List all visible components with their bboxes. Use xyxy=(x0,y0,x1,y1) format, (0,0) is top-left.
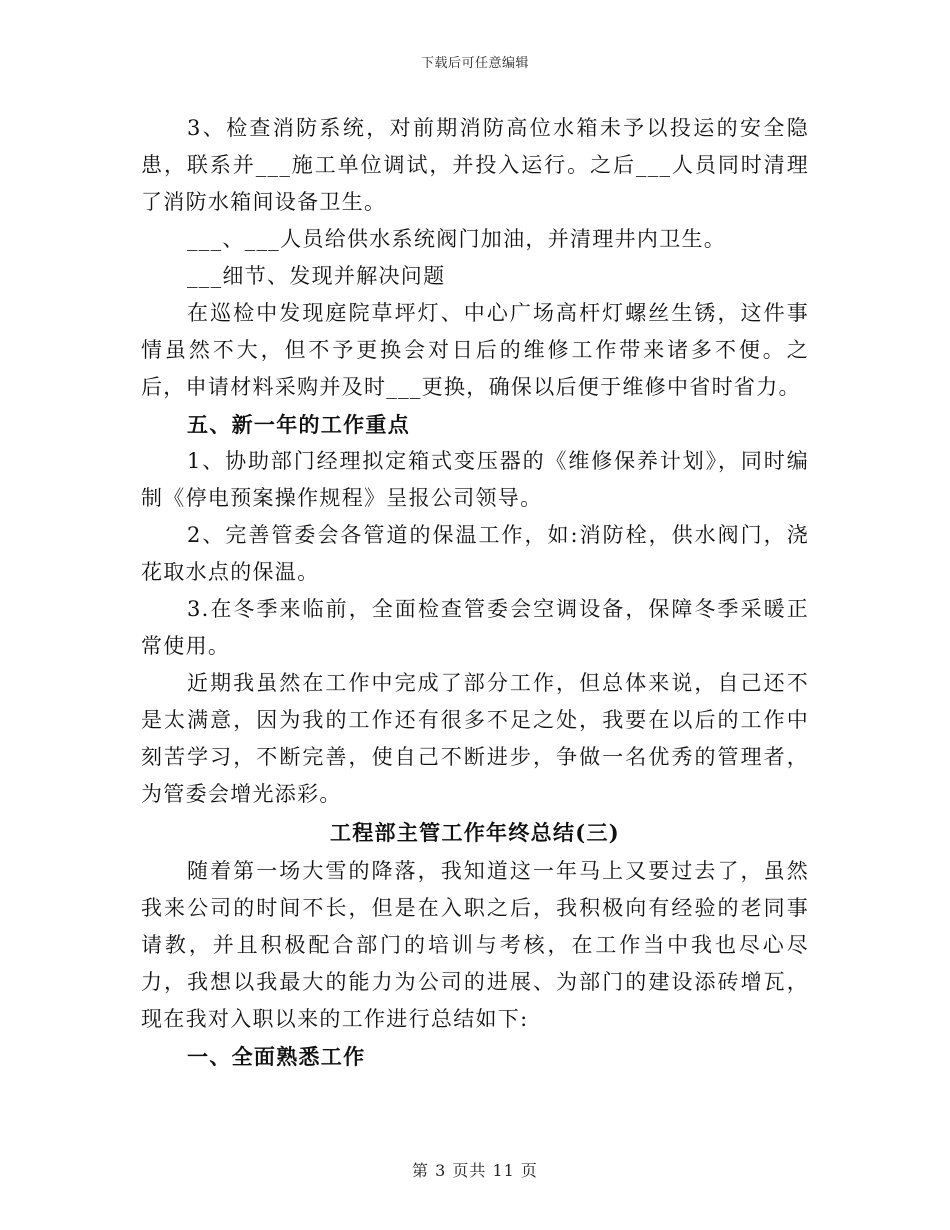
page-number: 第 3 页共 11 页 xyxy=(412,1161,538,1180)
page-header: 下载后可任意编辑 xyxy=(420,56,529,71)
paragraph-focus-item-3: 3.在冬季来临前，全面检查管委会空调设备，保障冬季采暖正常使用。 xyxy=(141,597,809,658)
paragraph-intro-summary: 随着第一场大雪的降落，我知道这一年马上又要过去了，虽然我来公司的时间不长，但是在入职之后，我积极向有经验的老同事请教，并且积极配合部门的培训与考核，在工作当中我也尽心尽力，我想以我最大的能力为公司的进展、为部门的建设添砖增瓦，现在我对入职以来的工作进行总结如下: xyxy=(141,859,809,1031)
paragraph-valve-oiling: ___、___人员给供水系统阀门加油，并清理井内卫生。 xyxy=(187,227,727,251)
section-heading-familiarize-work: 一、全面熟悉工作 xyxy=(187,1044,366,1069)
section-heading-new-year-focus: 五、新一年的工作重点 xyxy=(187,412,410,437)
paragraph-details-heading: ___细节、发现并解决问题 xyxy=(187,264,446,288)
paragraph-fire-system-check: 3、检查消防系统，对前期消防高位水箱未予以投运的安全隐患，联系并___施工单位调试，并投入运行。之后___人员同时清理了消防水箱间设备卫生。 xyxy=(141,116,809,214)
paragraph-inspection-rust: 在巡检中发现庭院草坪灯、中心广场高杆灯螺丝生锈，这件事情虽然不大，但不予更换会对日后的维修工作带来诸多不便。之后，申请材料采购并及时___更换，确保以后便于维修中省时省力。 xyxy=(141,301,809,399)
paragraph-focus-item-1: 1、协助部门经理拟定箱式变压器的《维修保养计划》，同时编制《停电预案操作规程》呈报公司领导。 xyxy=(141,449,809,510)
document-title: 工程部主管工作年终总结(三) xyxy=(329,820,621,845)
paragraph-self-assessment: 近期我虽然在工作中完成了部分工作，但总体来说，自己还不是太满意，因为我的工作还有很多不足之处，我要在以后的工作中刻苦学习，不断完善，使自己不断进步，争做一名优秀的管理者，为管委会增光添彩。 xyxy=(141,671,809,806)
paragraph-focus-item-2: 2、完善管委会各管道的保温工作，如:消防栓，供水阀门，浇花取水点的保温。 xyxy=(141,523,809,584)
document-body xyxy=(141,110,809,1075)
